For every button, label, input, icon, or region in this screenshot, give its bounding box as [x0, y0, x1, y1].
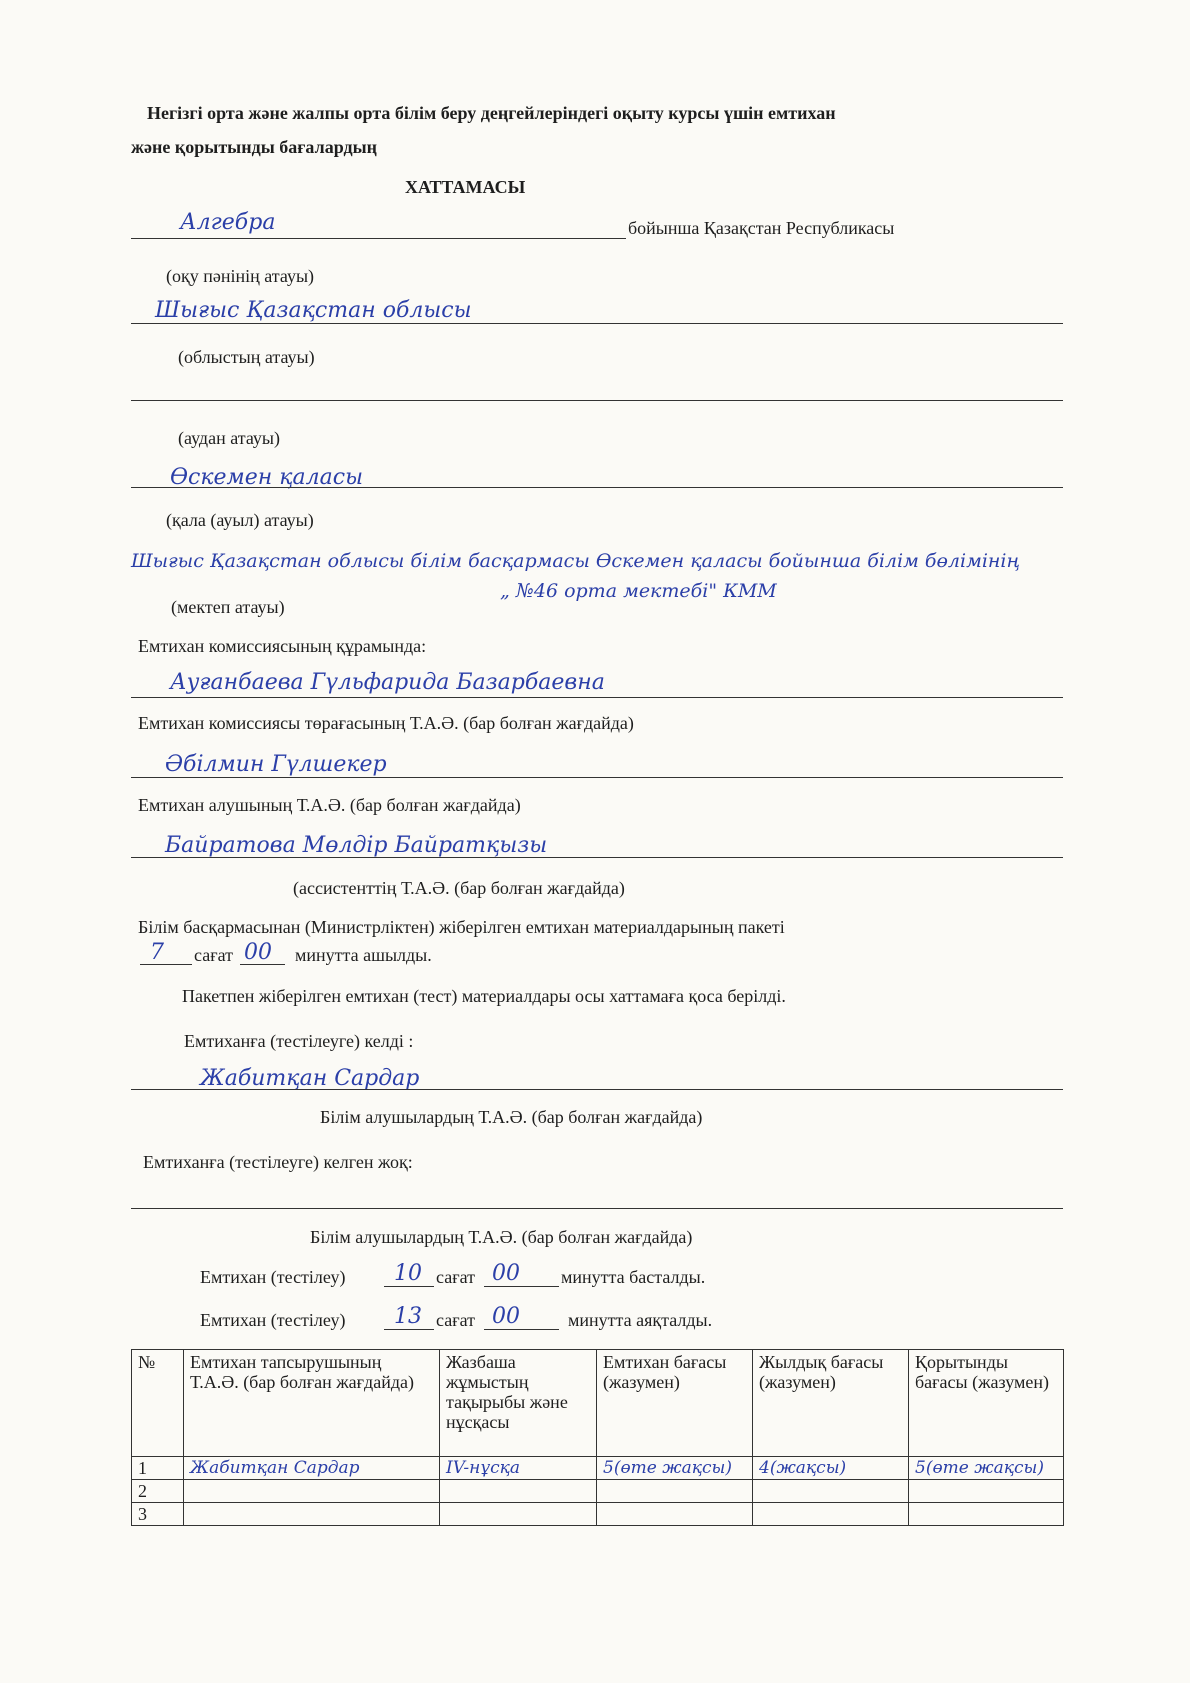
start-minute: 00 — [492, 1261, 520, 1286]
package-hour-word: сағат — [194, 945, 233, 965]
header-final-grade: Қорытынды бағасы (жазумен) — [909, 1350, 1064, 1457]
end-hour-word: сағат — [436, 1310, 475, 1330]
absent-caption: Білім алушылардың Т.А.Ә. (бар болған жағдайда) — [310, 1227, 693, 1247]
header-exam-grade: Емтихан бағасы (жазумен) — [597, 1350, 753, 1457]
package-minute-line — [240, 964, 285, 965]
row-topic — [440, 1480, 597, 1503]
end-hour: 13 — [394, 1304, 422, 1329]
chair-line — [131, 697, 1063, 698]
region-line — [131, 323, 1063, 324]
assistant-line — [131, 857, 1063, 858]
school-value-line-1: Шығыс Қазақстан облысы білім басқармасы Өскемен қаласы бойынша білім бөлімінің — [131, 550, 1021, 572]
start-hour-line — [384, 1286, 434, 1287]
chair-value: Ауғанбаева Гүльфарида Базарбаевна — [170, 670, 605, 695]
row-annual-grade: 4(жақсы) — [753, 1457, 909, 1480]
came-value: Жабитқан Сардар — [200, 1066, 420, 1091]
grades-table — [131, 1349, 1064, 1526]
came-label: Емтиханға (тестілеуге) келді : — [184, 1031, 414, 1051]
absent-label: Емтиханға (тестілеуге) келген жоқ: — [143, 1152, 413, 1172]
start-hour: 10 — [394, 1261, 422, 1286]
title-line-2: және қорытынды бағалардың — [131, 137, 377, 157]
row-topic — [440, 1503, 597, 1526]
row-final-grade — [909, 1503, 1064, 1526]
came-caption: Білім алушылардың Т.А.Ә. (бар болған жағдайда) — [320, 1107, 703, 1127]
subject-value: Алгебра — [180, 210, 276, 235]
region-label: (облыстың атауы) — [178, 347, 315, 367]
row-exam-grade: 5(өте жақсы) — [597, 1457, 753, 1480]
package-text: Білім басқармасынан (Министрліктен) жіберілген емтихан материалдарының пакеті — [138, 917, 785, 937]
school-value-line-2: „ №46 орта мектебі" КММ — [500, 580, 777, 602]
table-row — [132, 1480, 1064, 1503]
start-hour-word: сағат — [436, 1267, 475, 1287]
package-attached: Пакетпен жіберілген емтихан (тест) материалдары осы хаттамаға қоса берілді. — [182, 986, 786, 1006]
end-suffix: минутта аяқталды. — [568, 1310, 713, 1330]
end-hour-line — [384, 1329, 434, 1330]
document-title: ХАТТАМАСЫ — [405, 177, 526, 197]
header-annual-grade: Жылдық бағасы (жазумен) — [753, 1350, 909, 1457]
commission-intro: Емтихан комиссиясының құрамында: — [138, 636, 427, 656]
city-line — [131, 487, 1063, 488]
header-number: № — [132, 1350, 184, 1457]
examiner-line — [131, 777, 1063, 778]
start-minute-line — [484, 1286, 559, 1287]
end-prefix: Емтихан (тестілеу) — [200, 1310, 346, 1330]
city-value: Өскемен қаласы — [170, 465, 364, 490]
table-header-row — [132, 1350, 1064, 1457]
row-final-grade — [909, 1480, 1064, 1503]
subject-suffix: бойынша Қазақстан Республикасы — [628, 218, 895, 238]
row-annual-grade — [753, 1503, 909, 1526]
row-name — [184, 1503, 440, 1526]
row-annual-grade — [753, 1480, 909, 1503]
assistant-value: Байратова Мөлдір Байратқызы — [165, 833, 548, 858]
start-suffix: минутта басталды. — [561, 1267, 706, 1287]
subject-label: (оқу пәнінің атауы) — [166, 266, 315, 286]
package-hour: 7 — [150, 940, 164, 965]
row-final-grade: 5(өте жақсы) — [909, 1457, 1064, 1480]
package-hour-line — [140, 964, 192, 965]
examiner-label: Емтихан алушының Т.А.Ә. (бар болған жағдайда) — [138, 795, 521, 815]
start-prefix: Емтихан (тестілеу) — [200, 1267, 346, 1287]
chair-label: Емтихан комиссиясы төрағасының Т.А.Ә. (бар болған жағдайда) — [138, 713, 634, 733]
region-value: Шығыс Қазақстан облысы — [155, 298, 472, 323]
row-exam-grade — [597, 1480, 753, 1503]
row-number: 1 — [132, 1457, 184, 1480]
header-student-name: Емтихан тапсырушының Т.А.Ә. (бар болған жағдайда) — [184, 1350, 440, 1457]
row-exam-grade — [597, 1503, 753, 1526]
school-label: (мектеп атауы) — [171, 597, 285, 617]
row-number: 3 — [132, 1503, 184, 1526]
city-label: (қала (ауыл) атауы) — [166, 510, 314, 530]
package-minute-suffix: минутта ашылды. — [295, 945, 432, 965]
came-line — [131, 1089, 1063, 1090]
subject-line — [131, 238, 626, 239]
district-line — [131, 400, 1063, 401]
end-minute: 00 — [492, 1304, 520, 1329]
row-number: 2 — [132, 1480, 184, 1503]
row-name — [184, 1480, 440, 1503]
end-minute-line — [484, 1329, 559, 1330]
assistant-label: (ассистенттің Т.А.Ә. (бар болған жағдайда) — [293, 878, 625, 898]
examiner-value: Әбілмин Гүлшекер — [165, 752, 387, 777]
header-topic: Жазбаша жұмыстың тақырыбы және нұсқасы — [440, 1350, 597, 1457]
table-row — [132, 1457, 1064, 1480]
absent-line — [131, 1208, 1063, 1209]
package-minute: 00 — [244, 940, 272, 965]
district-label: (аудан атауы) — [178, 428, 280, 448]
title-line-1: Негізгі орта және жалпы орта білім беру деңгейлеріндегі оқыту курсы үшін емтихан — [147, 103, 836, 123]
row-topic: IV-нұсқа — [440, 1457, 597, 1480]
table-row — [132, 1503, 1064, 1526]
row-name: Жабитқан Сардар — [184, 1457, 440, 1480]
